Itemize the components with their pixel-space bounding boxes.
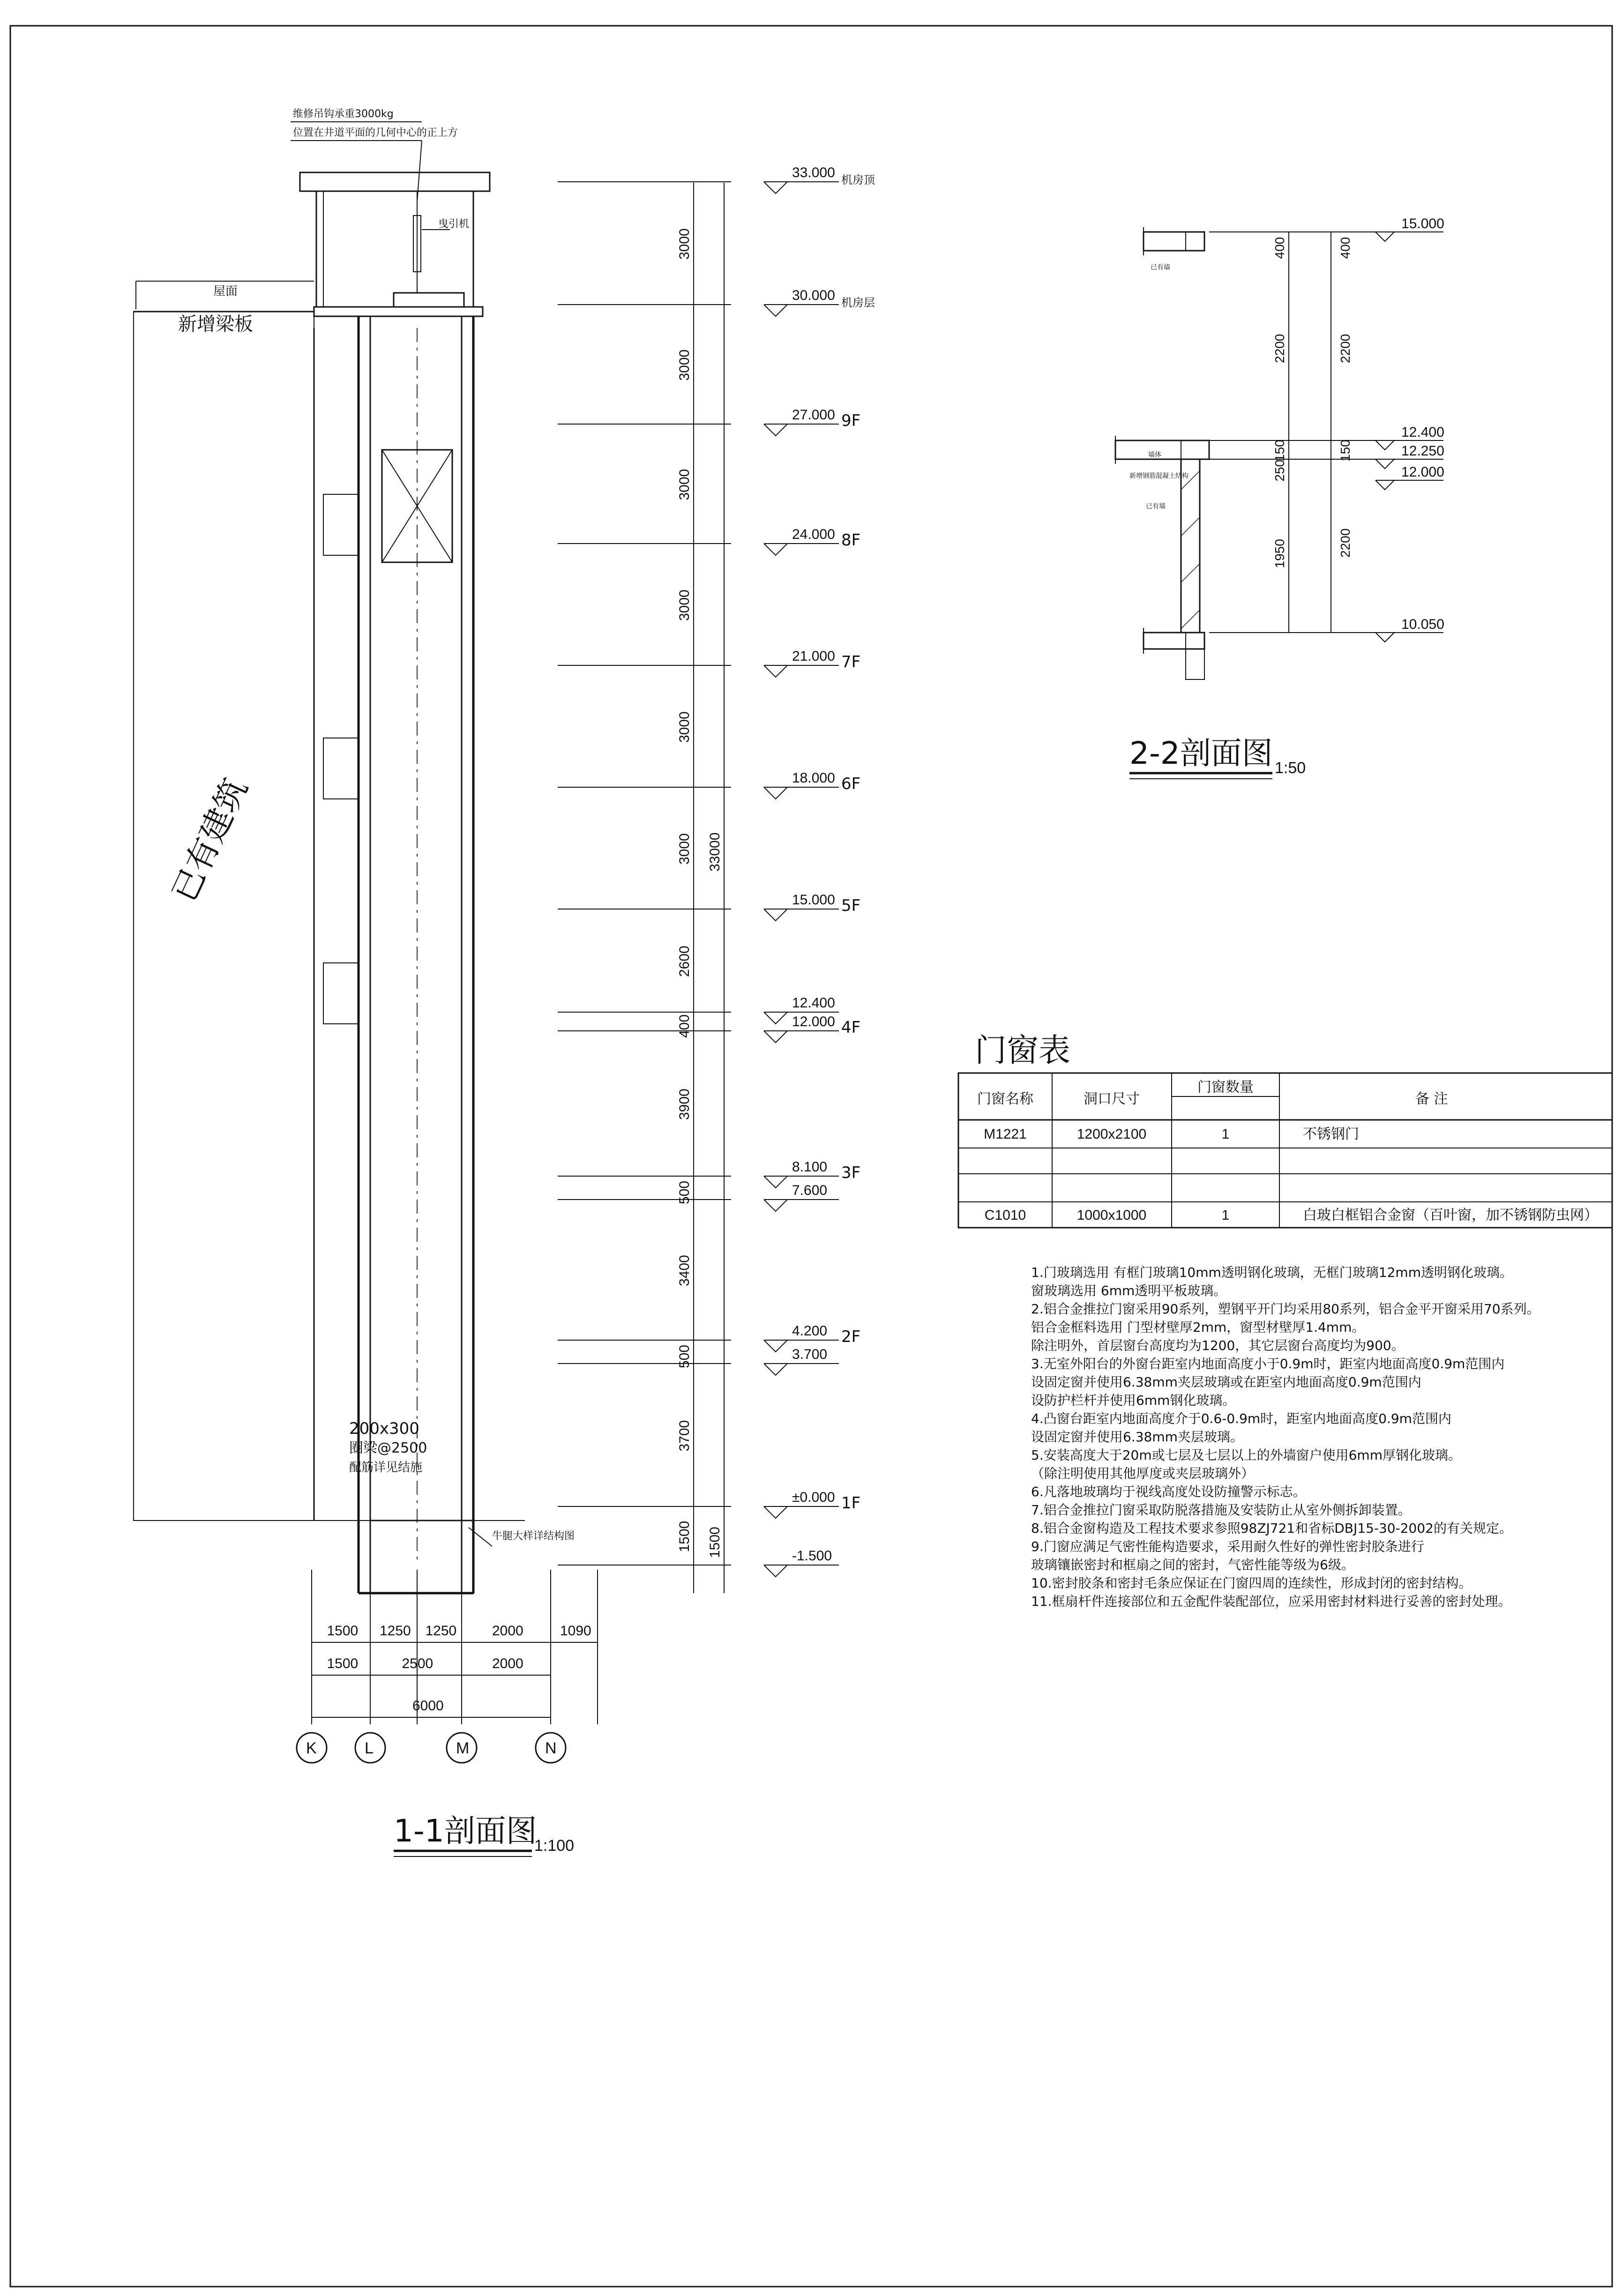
level-name: 1F xyxy=(841,1494,861,1513)
vertical-dim: 400 xyxy=(677,1014,692,1038)
level-value: 7.600 xyxy=(792,1183,828,1198)
note-line: （除注明使用其他厚度或夹层玻璃外） xyxy=(1031,1466,1255,1481)
level-name: 2F xyxy=(841,1327,861,1346)
railing xyxy=(323,738,359,799)
ring-beam-spacing: 圈梁@2500 xyxy=(349,1440,427,1456)
vertical-dim: 500 xyxy=(677,1180,692,1204)
level-value: ±0.000 xyxy=(792,1490,835,1505)
level-value: 15.000 xyxy=(792,892,835,908)
note-line: 2.铝合金推拉门窗采用90系列，塑钢平开门均采用80系列，铝合金平开窗采用70系列。 xyxy=(1031,1301,1540,1317)
pit-depth-dim: 1500 xyxy=(707,1527,723,1558)
table-header: 洞口尺寸 xyxy=(1084,1091,1140,1107)
vertical-dim: 3000 xyxy=(677,349,692,381)
level-marker xyxy=(764,665,801,677)
note-line: 10.密封胶条和密封毛条应保证在门窗四周的连续性，形成封闭的密封结构。 xyxy=(1031,1575,1472,1591)
level-value: 30.000 xyxy=(792,288,835,303)
note-line: 窗玻璃选用 6mm透明平板玻璃。 xyxy=(1031,1283,1227,1298)
vertical-dim: 500 xyxy=(677,1344,692,1368)
note-line: 4.凸窗台距室内地面高度介于0.6-0.9m时，距室内地面高度0.9m范围内 xyxy=(1031,1411,1451,1426)
door-window-table xyxy=(958,1032,1612,1228)
vertical-dim: 3700 xyxy=(677,1420,692,1452)
level-value: 12.000 xyxy=(1401,464,1444,480)
section-2-2-annotations xyxy=(1272,216,1444,642)
detail-label: 已有墙 xyxy=(1151,264,1170,271)
axis-bubbles xyxy=(297,1733,566,1763)
new-roof-slab xyxy=(314,307,483,316)
ring-beam-size: 200x300 xyxy=(349,1419,419,1438)
level-marker xyxy=(764,1565,801,1577)
section-2-2 xyxy=(1115,216,1444,779)
vertical-dim: 150 xyxy=(1272,440,1287,462)
level-name: 7F xyxy=(841,653,861,671)
level-lines xyxy=(558,182,839,1577)
vertical-dim: 3000 xyxy=(677,589,692,621)
vertical-dim: 1950 xyxy=(1272,539,1287,568)
table-cell: 1000x1000 xyxy=(1076,1208,1147,1223)
level-marker xyxy=(764,1031,801,1043)
vertical-dim: 150 xyxy=(1338,440,1353,462)
table-header: 门窗名称 xyxy=(977,1091,1033,1107)
table-cell: M1221 xyxy=(984,1126,1027,1142)
table-cell: C1010 xyxy=(984,1208,1026,1223)
note-line: 设固定窗并使用6.38mm夹层玻璃或在距室内地面高度0.9m范围内 xyxy=(1031,1374,1421,1390)
note-line: 8.铝合金窗构造及工程技术要求参照98ZJ721和省标DBJ15-30-2002的有关规定。 xyxy=(1031,1521,1512,1536)
table-cell: 1200x2100 xyxy=(1076,1126,1147,1142)
vertical-dim: 400 xyxy=(1272,237,1287,259)
level-name: 6F xyxy=(841,775,861,793)
level-marker xyxy=(764,182,801,194)
note-line: 11.框扇杆件连接部位和五金配件装配部位，应采用密封材料进行妥善的密封处理。 xyxy=(1031,1594,1511,1609)
level-name: 8F xyxy=(841,531,861,550)
note-line: 9.门窗应满足气密性能构造要求，采用耐久性好的弹性密封胶条进行 xyxy=(1031,1539,1424,1554)
h-dim-total: 6000 xyxy=(412,1698,444,1714)
vertical-dimensions xyxy=(677,182,703,1552)
h-dim: 1250 xyxy=(380,1623,411,1639)
section-1-1-title: 1-1剖面图 xyxy=(394,1813,537,1849)
roof-label: 屋面 xyxy=(213,284,238,298)
sheet-border xyxy=(10,26,1612,2287)
section-2-2-title: 2-2剖面图 xyxy=(1129,735,1273,771)
railing xyxy=(323,494,359,555)
ring-beam-rebar: 配筋详见结施 xyxy=(349,1461,423,1475)
hook-load-note: 维修吊钩承重3000kg xyxy=(293,108,394,120)
level-value: 27.000 xyxy=(792,407,835,423)
section-1-1 xyxy=(134,108,875,1856)
level-name: 4F xyxy=(841,1018,861,1037)
note-line: 设防护栏杆并使用6mm钢化玻璃。 xyxy=(1031,1393,1236,1408)
level-value: 18.000 xyxy=(792,770,835,786)
level-value: -1.500 xyxy=(792,1548,832,1564)
axis-label: N xyxy=(545,1739,557,1757)
h-dim: 1500 xyxy=(327,1656,359,1671)
table-cell: 1 xyxy=(1221,1126,1230,1142)
level-name: 9F xyxy=(841,411,861,430)
level-name: 3F xyxy=(841,1163,861,1182)
level-value: 15.000 xyxy=(1401,216,1444,231)
detail-label: 新增钢筋混凝土结构 xyxy=(1129,472,1188,480)
vertical-dim: 3000 xyxy=(677,833,692,865)
level-marker xyxy=(764,544,801,555)
level-value: 12.000 xyxy=(792,1014,835,1029)
note-line: 铝合金框料选用 门型材壁厚2mm，窗型材壁厚1.4mm。 xyxy=(1031,1319,1365,1335)
h-dim: 1090 xyxy=(560,1623,591,1639)
level-name: 5F xyxy=(841,896,861,915)
detail-label: 已有墙 xyxy=(1146,503,1166,510)
level-labels xyxy=(792,165,875,1564)
level-value: 10.050 xyxy=(1401,617,1444,632)
table-cell: 不锈钢门 xyxy=(1303,1126,1359,1142)
table-cell: 白玻白框铝合金窗（百叶窗，加不锈钢防虫网） xyxy=(1303,1207,1598,1223)
existing-building-label: 已有建筑 xyxy=(164,772,255,908)
vertical-dim: 250 xyxy=(1272,459,1287,482)
pit-note: 牛腿大样详结构图 xyxy=(492,1530,575,1542)
section-1-1-scale: 1:100 xyxy=(534,1837,575,1855)
level-value: 33.000 xyxy=(792,165,835,180)
level-marker xyxy=(764,305,801,316)
level-value: 12.250 xyxy=(1401,443,1444,459)
vertical-dim: 2600 xyxy=(677,946,692,977)
door-window-notes xyxy=(1031,1265,1540,1609)
h-dim: 1250 xyxy=(425,1623,457,1639)
vertical-dim: 2200 xyxy=(1338,528,1353,558)
hook-position-note: 位置在井道平面的几何中心的正上方 xyxy=(293,127,458,139)
level-value: 21.000 xyxy=(792,649,835,664)
note-line: 玻璃镶嵌密封和框扇之间的密封，气密性能等级为6级。 xyxy=(1031,1557,1354,1573)
note-line: 设固定窗并使用6.38mm夹层玻璃。 xyxy=(1031,1429,1243,1445)
traction-machine-label: 曳引机 xyxy=(438,218,470,230)
vertical-dim: 3000 xyxy=(677,711,692,743)
level-value: 12.400 xyxy=(1401,425,1444,440)
level-value: 12.400 xyxy=(792,995,835,1011)
railing xyxy=(323,963,359,1024)
vertical-dim: 400 xyxy=(1338,237,1353,259)
level-marker xyxy=(764,1200,801,1211)
h-dim: 1500 xyxy=(327,1623,359,1639)
vertical-dim: 3400 xyxy=(677,1255,692,1286)
axis-label: M xyxy=(456,1739,470,1757)
table-cell: 1 xyxy=(1221,1208,1230,1223)
table-title: 门窗表 xyxy=(975,1032,1071,1069)
note-line: 5.安装高度大于20m或七层及七层以上的外墙窗户使用6mm厚钢化玻璃。 xyxy=(1031,1447,1461,1463)
note-line: 6.凡落地玻璃均于视线高度处设防撞警示标志。 xyxy=(1031,1484,1306,1499)
level-name: 机房层 xyxy=(841,296,875,309)
h-dim: 2000 xyxy=(492,1656,523,1671)
vertical-dim: 3000 xyxy=(677,469,692,500)
level-marker xyxy=(764,787,801,799)
note-line: 除注明外，首层窗台高度均为1200，其它层窗台高度均为900。 xyxy=(1031,1338,1405,1353)
elevator-pit xyxy=(370,1521,473,1593)
vertical-dim: 2200 xyxy=(1272,334,1287,363)
machine-room-roof xyxy=(300,172,490,191)
traction-machine xyxy=(394,293,464,307)
level-marker xyxy=(764,909,801,921)
level-value: 8.100 xyxy=(792,1159,828,1175)
level-value: 3.700 xyxy=(792,1347,828,1362)
level-name: 机房顶 xyxy=(841,173,875,186)
h-dim: 2000 xyxy=(492,1623,523,1639)
section-2-2-scale: 1:50 xyxy=(1275,759,1306,777)
axis-label: K xyxy=(306,1739,317,1757)
note-line: 3.无室外阳台的外窗台距室内地面高度小于0.9m时，距室内地面高度0.9m范围内 xyxy=(1031,1356,1505,1372)
level-marker xyxy=(764,424,801,436)
total-height-dim: 33000 xyxy=(707,832,723,872)
vertical-dim: 3900 xyxy=(677,1088,692,1120)
level-marker xyxy=(764,1506,801,1518)
vertical-dim: 3000 xyxy=(677,228,692,260)
level-value: 24.000 xyxy=(792,527,835,542)
vertical-dim: 1500 xyxy=(677,1521,692,1552)
note-line: 1.门玻璃选用 有框门玻璃10mm透明钢化玻璃，无框门玻璃12mm透明钢化玻璃。 xyxy=(1031,1265,1513,1280)
table-header: 备 注 xyxy=(1415,1091,1448,1107)
detail-label: 墙体 xyxy=(1148,451,1161,459)
level-marker xyxy=(764,1364,801,1375)
existing-building-hatch xyxy=(134,312,314,1521)
new-beam-label: 新增梁板 xyxy=(178,313,253,335)
note-line: 7.铝合金推拉门窗采取防脱落措施及安装防止从室外侧拆卸装置。 xyxy=(1031,1502,1411,1518)
level-value: 4.200 xyxy=(792,1323,828,1339)
table-header: 门窗数量 xyxy=(1197,1079,1254,1096)
vertical-dim: 2200 xyxy=(1338,334,1353,363)
axis-label: L xyxy=(365,1739,374,1757)
h-dim: 2500 xyxy=(402,1656,434,1671)
